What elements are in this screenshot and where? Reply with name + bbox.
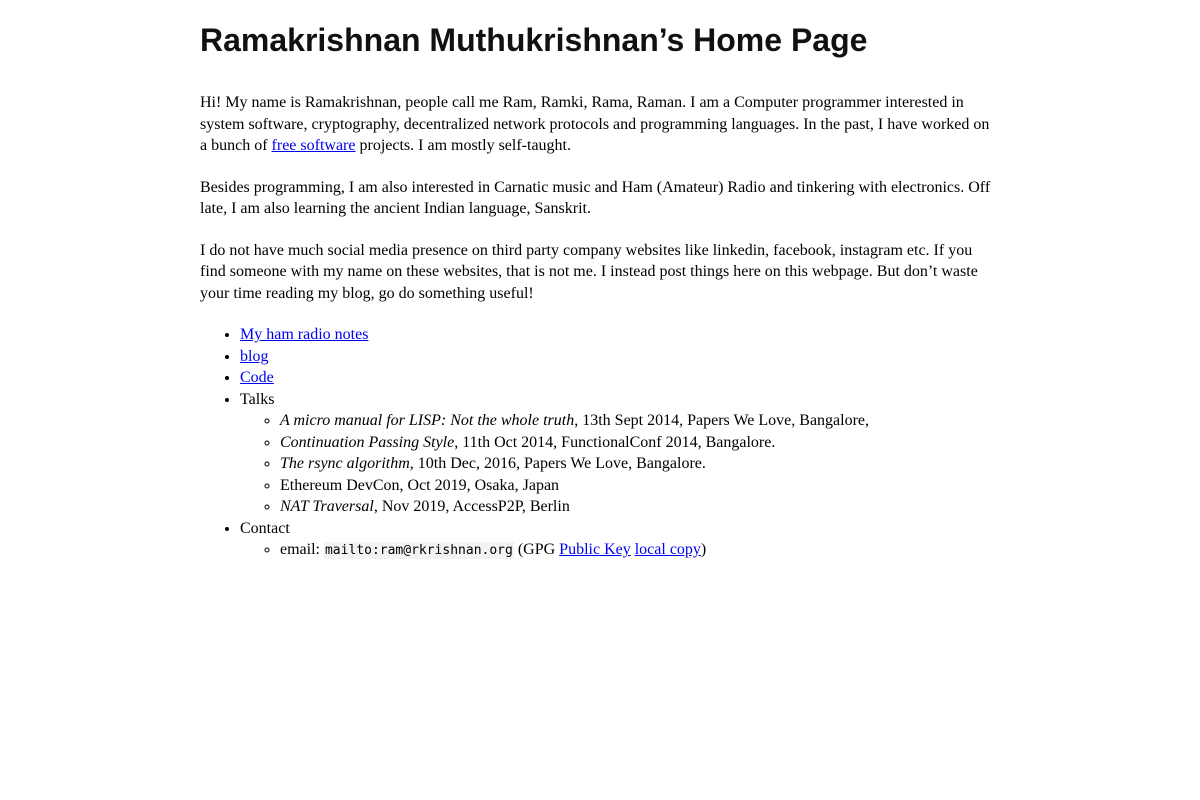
talk-item — [280, 432, 1000, 454]
gpg-suffix: ) — [700, 541, 707, 558]
talk-details: , Nov 2019, AccessP2P, Berlin — [373, 498, 570, 515]
talks-heading: Talks — [240, 390, 275, 408]
list-item-code — [240, 367, 1000, 389]
list-item-blog — [240, 346, 1000, 368]
talk-title: The rsync algorithm — [280, 455, 410, 472]
talk-details: , 13th Sept 2014, Papers We Love, Bangalore, — [574, 412, 870, 429]
page-content — [200, 0, 1000, 562]
email-address: mailto:ram@rkrishnan.org — [324, 543, 513, 558]
contact-email-item — [280, 539, 1000, 562]
local-copy-link[interactable]: local copy — [634, 541, 701, 558]
talk-item — [280, 475, 1000, 497]
talk-details: Ethereum DevCon, Oct 2019, Osaka, Japan — [280, 476, 560, 494]
talk-item — [280, 410, 1000, 432]
talk-title: Continuation Passing Style — [280, 433, 455, 451]
list-item-contact — [240, 518, 1000, 562]
interests-paragraph: Besides programming, I am also interested in Carnatic music and Ham (Amateur) Radio and tinkering with electronics. Off late, I am also learning the ancient Indian language, Sanskrit. — [200, 178, 991, 217]
talk-details: , 11th Oct 2014, FunctionalConf 2014, Bangalore. — [454, 433, 776, 451]
talks-list — [240, 410, 1000, 518]
code-link[interactable]: Code — [240, 369, 274, 386]
intro-text-end: projects. I am mostly self-taught. — [355, 137, 571, 154]
social-media-paragraph: I do not have much social media presence on third party company websites like linkedin, facebook, instagram etc. If you find someone with my name on these websites, that is not me. I instead post things here on this webpage. But don’t waste your time reading my blog, go do something useful! — [200, 241, 978, 302]
contact-heading: Contact — [240, 519, 290, 537]
contact-list — [240, 539, 1000, 562]
ham-radio-notes-link[interactable]: My ham radio notes — [240, 326, 369, 343]
main-links-list — [200, 324, 1000, 562]
talk-details: , 10th Dec, 2016, Papers We Love, Bangalore. — [409, 455, 706, 472]
gpg-prefix: (GPG — [513, 541, 560, 558]
talk-item — [280, 496, 1000, 518]
free-software-link[interactable]: free software — [271, 137, 356, 154]
email-label: email: — [280, 541, 324, 558]
blog-link[interactable]: blog — [240, 347, 269, 365]
public-key-link[interactable]: Public Key — [559, 541, 631, 558]
intro-paragraph — [200, 92, 1000, 157]
list-item-talks — [240, 389, 1000, 518]
intro-text: Hi! My name is Ramakrishnan, people call me Ram, Ramki, Rama, Raman. I am a Computer programmer interested in system software, cryptography, decentralized network protocols and programming languages. In the past, I have worked on a bunch of — [200, 94, 990, 154]
talk-item — [280, 453, 1000, 475]
talk-title: A micro manual for LISP: Not the whole truth — [280, 412, 575, 429]
talk-title: NAT Traversal — [280, 498, 374, 515]
list-item-ham-radio — [240, 324, 1000, 346]
page-title: Ramakrishnan Muthukrishnan’s Home Page — [200, 22, 868, 58]
